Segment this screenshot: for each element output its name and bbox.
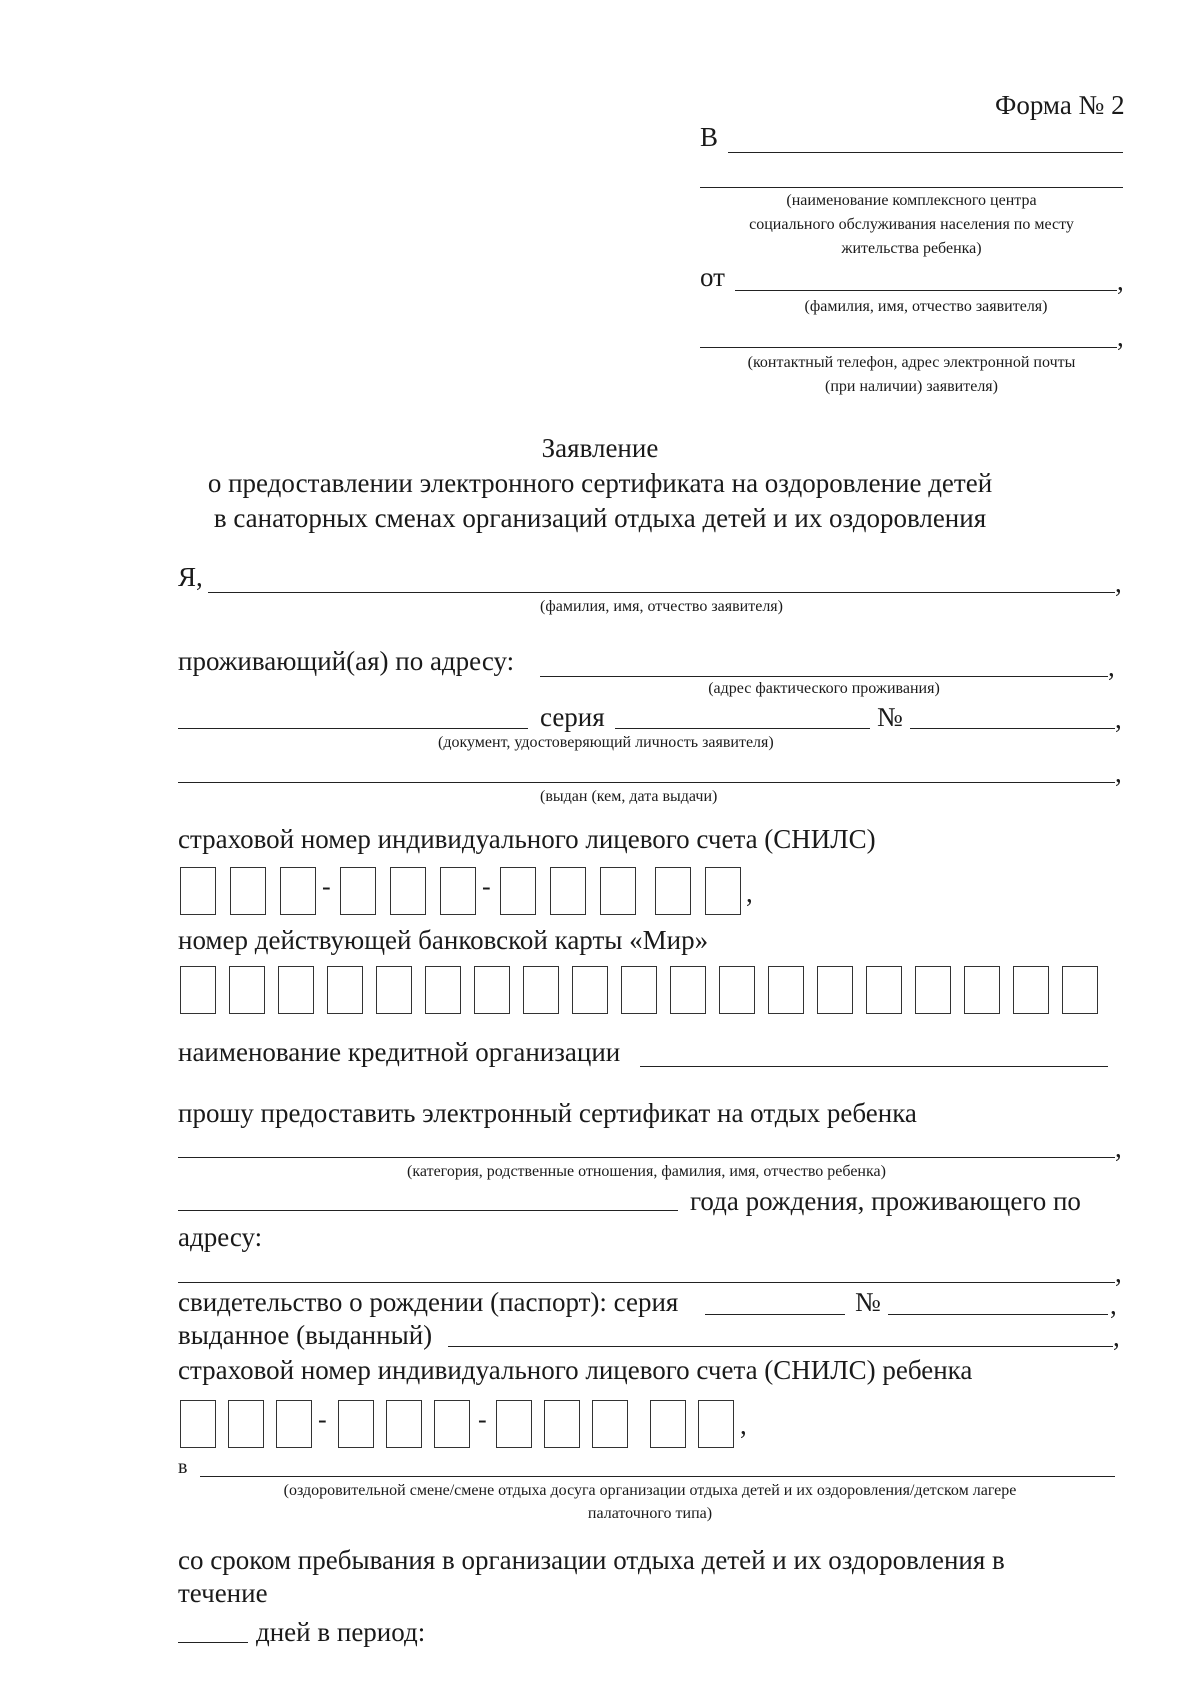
bank-card-box[interactable] (180, 966, 216, 1014)
days-period-label: дней в период: (256, 1617, 426, 1647)
title-line-2: о предоставлении электронного сертификата на оздоровление детей (207, 468, 993, 498)
child-snils-box[interactable] (544, 1400, 580, 1448)
child-snils-box[interactable] (228, 1400, 264, 1448)
child-stay-line-1: со сроком пребывания в организации отдыха детей и их оздоровления в (178, 1545, 1005, 1575)
bank-name-line[interactable] (640, 1066, 1108, 1067)
applicant-snils-box[interactable] (600, 867, 636, 915)
days-count-line[interactable] (178, 1642, 248, 1643)
bank-card-box[interactable] (572, 966, 608, 1014)
comma: , (1108, 652, 1115, 682)
bank-card-box[interactable] (670, 966, 706, 1014)
applicant-name-line[interactable] (208, 592, 1115, 593)
child-snils-box[interactable] (698, 1400, 734, 1448)
child-name-line[interactable] (178, 1157, 1115, 1158)
applicant-snils-box[interactable] (705, 867, 741, 915)
applicant-address-line[interactable] (540, 676, 1108, 677)
bank-card-box[interactable] (523, 966, 559, 1014)
child-certificate-label: свидетельство о рождении (паспорт): серия (178, 1287, 679, 1317)
from-prefix: от (700, 262, 725, 292)
document-series-label: серия (540, 702, 605, 732)
title-line-1: Заявление (541, 433, 659, 463)
child-snils-label: страховой номер индивидуального лицевого счета (СНИЛС) ребенка (178, 1355, 973, 1385)
child-birth-year-label: года рождения, проживающего по (690, 1186, 1081, 1216)
bank-card-box[interactable] (964, 966, 1000, 1014)
child-snils-box[interactable] (180, 1400, 216, 1448)
child-certificate-number-line[interactable] (888, 1314, 1108, 1315)
comma: , (1115, 1258, 1122, 1288)
recipient-field-line-1[interactable] (728, 152, 1123, 153)
comma: , (1115, 1133, 1122, 1163)
applicant-snils-box[interactable] (550, 867, 586, 915)
child-name-caption: (категория, родственные отношения, фамилия, имя, отчество ребенка) (407, 1163, 886, 1180)
recipient-field-line-2[interactable] (700, 187, 1123, 188)
from-field-line[interactable] (735, 290, 1117, 291)
child-snils-box[interactable] (434, 1400, 470, 1448)
bank-card-box[interactable] (866, 966, 902, 1014)
title-line-3: в санаторных сменах организаций отдыха детей и их оздоровления (213, 503, 987, 533)
comma: , (1115, 758, 1122, 788)
child-request-label: прошу предоставить электронный сертификат на отдых ребенка (178, 1098, 917, 1128)
bank-card-box[interactable] (817, 966, 853, 1014)
bank-card-box[interactable] (327, 966, 363, 1014)
child-snils-box[interactable] (650, 1400, 686, 1448)
child-stay-line-2: течение (178, 1578, 268, 1608)
child-snils-box[interactable] (338, 1400, 374, 1448)
applicant-snils-box[interactable] (390, 867, 426, 915)
applicant-snils-box[interactable] (340, 867, 376, 915)
document-caption: (документ, удостоверяющий личность заявителя) (438, 734, 774, 751)
applicant-snils-box[interactable] (655, 867, 691, 915)
bank-card-box[interactable] (719, 966, 755, 1014)
form-number: Форма № 2 (995, 90, 1125, 120)
comma: , (1113, 1322, 1120, 1352)
applicant-snils-box[interactable] (280, 867, 316, 915)
document-issued-caption: (выдан (кем, дата выдачи) (540, 788, 718, 805)
bank-card-box[interactable] (915, 966, 951, 1014)
child-snils-box[interactable] (592, 1400, 628, 1448)
bank-card-label: номер действующей банковской карты «Мир» (178, 925, 709, 955)
child-issued-line[interactable] (448, 1346, 1113, 1347)
bank-card-box[interactable] (621, 966, 657, 1014)
applicant-i-label: Я, (178, 562, 203, 592)
bank-card-box[interactable] (768, 966, 804, 1014)
snils-dash: - (318, 1405, 327, 1434)
child-snils-box[interactable] (496, 1400, 532, 1448)
applicant-snils-label: страховой номер индивидуального лицевого счета (СНИЛС) (178, 824, 876, 854)
snils-dash: - (322, 872, 331, 901)
applicant-snils-box[interactable] (180, 867, 216, 915)
bank-card-box[interactable] (1062, 966, 1098, 1014)
child-address-label: адресу: (178, 1222, 263, 1252)
contact-caption-1: (контактный телефон, адрес электронной почты (747, 354, 1076, 371)
child-snils-box[interactable] (386, 1400, 422, 1448)
applicant-snils-box[interactable] (440, 867, 476, 915)
document-series-line[interactable] (615, 728, 870, 729)
applicant-snils-box[interactable] (230, 867, 266, 915)
child-in-label: в (178, 1456, 188, 1478)
bank-card-box[interactable] (425, 966, 461, 1014)
bank-card-box[interactable] (229, 966, 265, 1014)
from-caption: (фамилия, имя, отчество заявителя) (804, 298, 1048, 315)
comma: , (746, 878, 753, 908)
to-prefix: В (700, 122, 719, 152)
document-issued-line[interactable] (178, 782, 1115, 783)
document-number-line[interactable] (910, 728, 1115, 729)
bank-name-label: наименование кредитной организации (178, 1037, 621, 1067)
child-place-caption-1: (оздоровительной смене/смене отдыха досуга организации отдыха детей и их оздоровления/детском лагере (283, 1482, 1017, 1499)
document-number-label: № (877, 702, 903, 732)
document-type-line[interactable] (178, 728, 528, 729)
child-certificate-series-line[interactable] (705, 1314, 845, 1315)
comma: , (740, 1410, 747, 1440)
child-address-line[interactable] (178, 1282, 1115, 1283)
applicant-address-caption: (адрес фактического проживания) (708, 680, 940, 697)
child-snils-box[interactable] (276, 1400, 312, 1448)
contact-caption-2: (при наличии) заявителя) (825, 378, 998, 395)
comma: , (1117, 266, 1124, 296)
bank-card-box[interactable] (474, 966, 510, 1014)
child-place-caption-2: палаточного типа) (587, 1505, 713, 1522)
child-birth-year-line[interactable] (178, 1210, 678, 1211)
recipient-caption-3: жительства ребенка) (841, 240, 982, 257)
contact-field-line[interactable] (700, 347, 1117, 348)
child-place-line[interactable] (200, 1476, 1115, 1477)
snils-dash: - (482, 872, 491, 901)
bank-card-box[interactable] (376, 966, 412, 1014)
child-issued-label: выданное (выданный) (178, 1320, 433, 1350)
child-certificate-number-label: № (855, 1287, 881, 1317)
recipient-caption-1: (наименование комплексного центра (786, 192, 1037, 209)
bank-card-box[interactable] (1013, 966, 1049, 1014)
bank-card-box[interactable] (278, 966, 314, 1014)
comma: , (1115, 568, 1122, 598)
applicant-name-caption: (фамилия, имя, отчество заявителя) (540, 598, 783, 615)
snils-dash: - (478, 1405, 487, 1434)
comma: , (1115, 704, 1122, 734)
applicant-address-label: проживающий(ая) по адресу: (178, 646, 515, 676)
applicant-snils-box[interactable] (500, 867, 536, 915)
comma: , (1117, 322, 1124, 352)
comma: , (1110, 1290, 1117, 1320)
recipient-caption-2: социального обслуживания населения по месту (749, 216, 1074, 233)
